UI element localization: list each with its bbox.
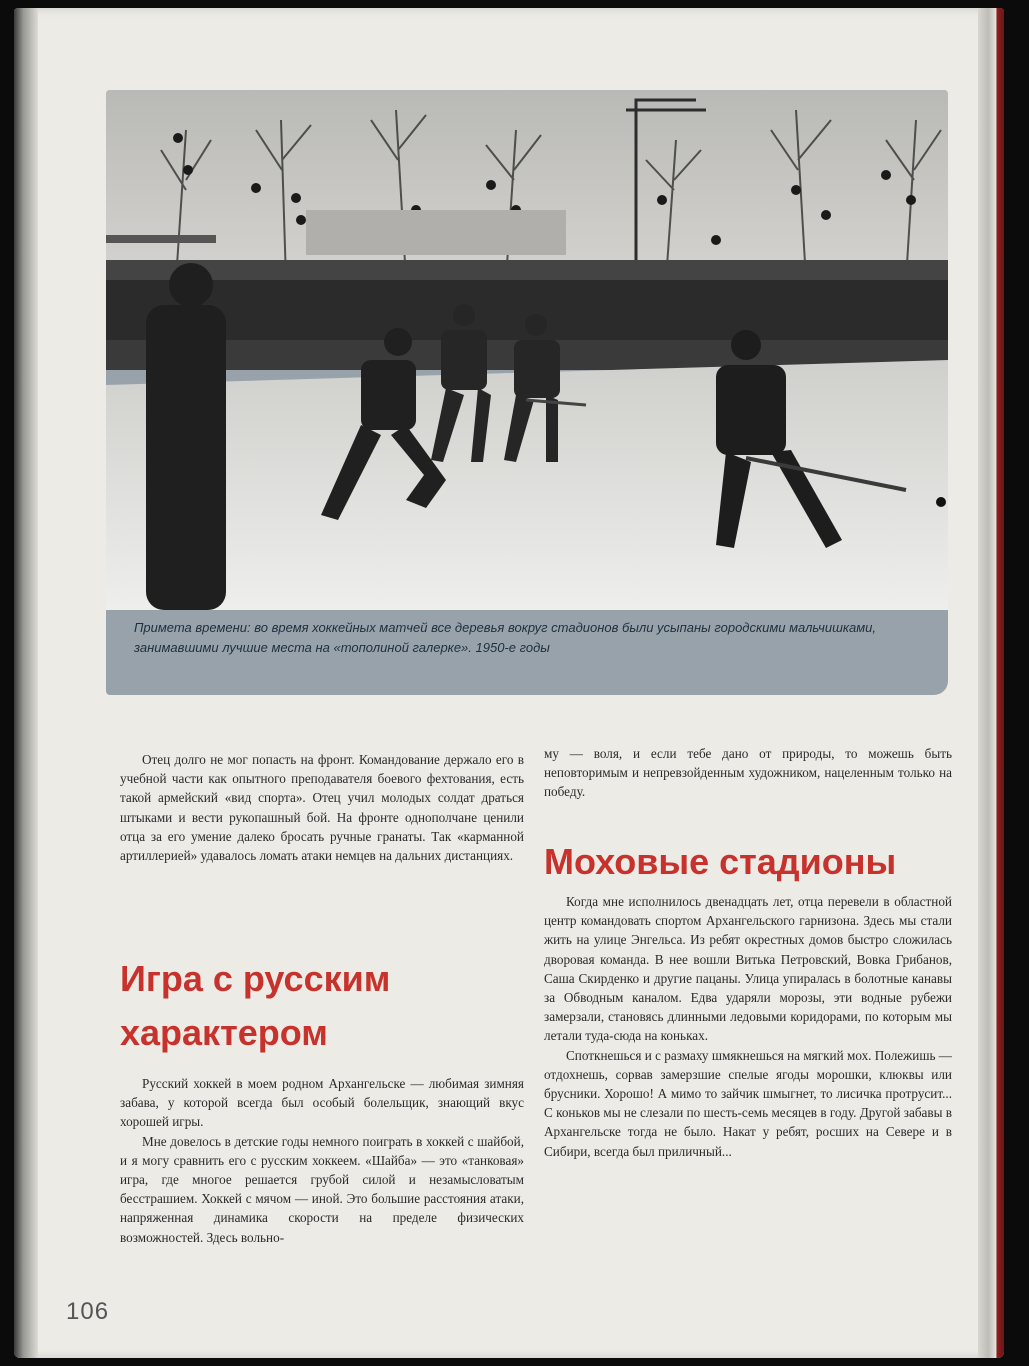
- paragraph: Когда мне исполнилось двенадцать лет, отца перевели в областной центр командовать спортом Архангельского гарнизона. Здесь мы стали жить на улице Энгельса. Из ребят окрестных домов быстро сложилась дворовая команда. В нее вошли Витька Петровский, Вовка Грибанов, Саша Скирденко и другие пацаны. Улица упиралась в болотные канавы за Обводным каналом. Едва ударяли морозы, эти водные рубежи замерзали, становясь длинными ледовыми коридорами, по которым мы летали туда-сюда на коньках.: [544, 894, 952, 1044]
- section-heading: Моховые стадионы: [544, 841, 897, 882]
- left-column-bottom: [120, 1074, 524, 1247]
- paragraph: Мне довелось в детские годы немного поиграть в хоккей с шайбой, и я могу сравнить его с русским хоккеем. «Шайба» — это «танковая» игра, где многое решается грубой силой и незамысловатым бесстрашием. Хоккей с мячом — иной. Это большие расстояния атаки, напряженная динамика скорости на пределе физических возможностей. Здесь вольно-: [120, 1133, 524, 1245]
- right-column-top: [544, 744, 952, 802]
- paragraph: Русский хоккей в моем родном Архангельске — любимая зимняя забава, у которой всегда был особый болельщик, знающий вкус хорошей игры.: [120, 1076, 524, 1130]
- page-edge: [978, 8, 1004, 1358]
- section-heading: Игра с русским характером: [120, 958, 391, 1053]
- page-number: 106: [66, 1298, 110, 1325]
- right-column-bottom: [544, 892, 952, 1161]
- book-spine: [14, 8, 38, 1358]
- paragraph: му — воля, и если тебе дано от природы, то можешь быть неповторимым и непревзойденным художником, нацеленным только на победу.: [544, 746, 952, 800]
- paragraph: Споткнешься и с размаху шмякнешься на мягкий мох. Полежишь — отдохнешь, сорвав замерзшие спелые ягоды морошки, клюквы или брусники. Хорошо! А мимо то зайчик шмыгнет, то лисичка протрусит... С коньков мы не слезали по шесть-семь месяцев в году. Другой забавы в Архангельске тогда не было. Накат у ребят, росших на Севере и в Сибири, всегда был приличный...: [544, 1047, 952, 1159]
- photo-caption: Примета времени: во время хоккейных матчей все деревья вокруг стадионов были усыпаны городскими мальчишками, занимавшими лучшие места на «тополиной галерке». 1950-е годы: [134, 620, 876, 655]
- photo-block: [106, 90, 948, 695]
- left-column-top: [120, 750, 524, 865]
- hockey-photo: [106, 90, 948, 610]
- book-page: [14, 8, 1004, 1358]
- paragraph: Отец долго не мог попасть на фронт. Командование держало его в учебной части как опытного преподавателя боевого фехтования, есть такой армейский «вид спорта». Отец учил молодых солдат драться штыками и вести рукопашный бой. На фронте однополчане ценили отца за его умение далеко бросать ручные гранаты. Так «карманной артиллерией» удавалось ломать атаки немцев на дальних дистанциях.: [120, 752, 524, 864]
